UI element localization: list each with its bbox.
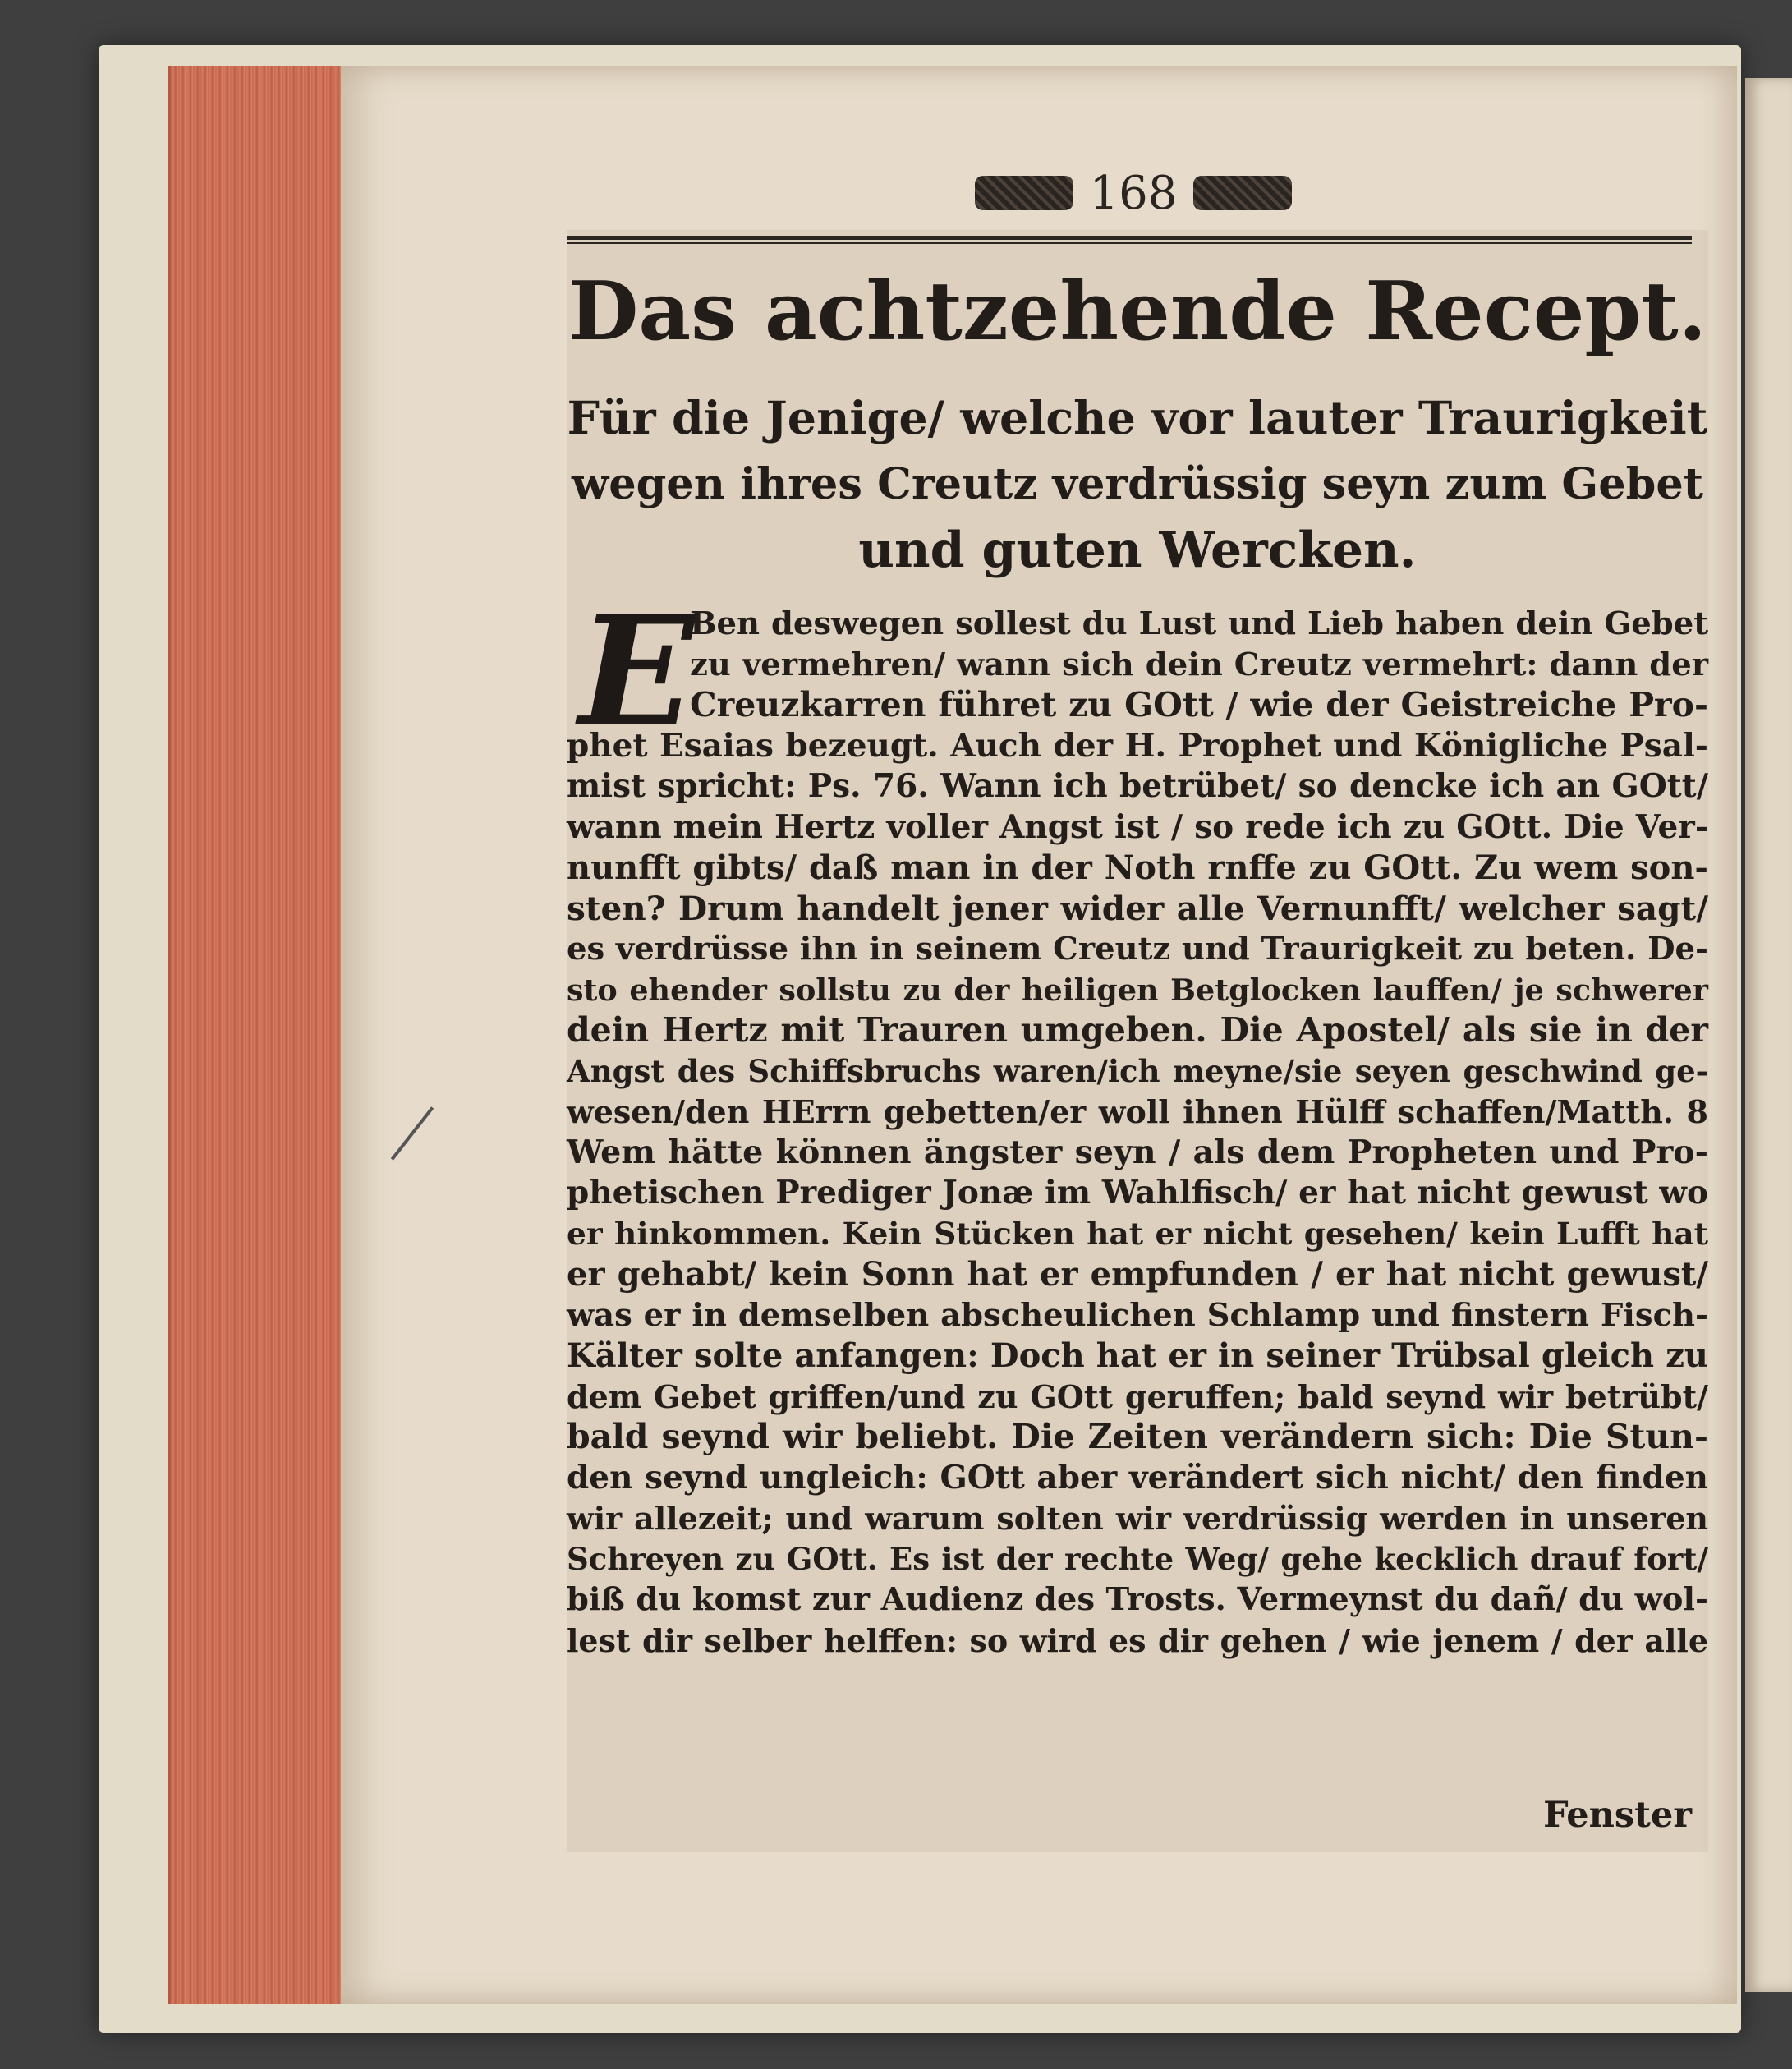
body-line: mist spricht: Ps. 76. Wann ich betrübet/ so dencke ich an GOtt/ — [567, 767, 1708, 805]
page-edges — [168, 66, 343, 2004]
body-line: phetischen Prediger Jonæ im Wahlfisch/ er hat nicht gewust wo — [567, 1174, 1708, 1212]
page-number: 168 — [1089, 166, 1178, 220]
subtitle-line: wegen ihres Creutz verdrüssig seyn zum Gebet — [572, 459, 1703, 509]
body-line: er gehabt/ kein Sonn hat er empfunden / er hat nicht gewust/ — [567, 1255, 1708, 1294]
body-line: Schreyen zu GOtt. Es ist der rechte Weg/ gehe kecklich drauf fort/ — [567, 1540, 1708, 1577]
body-line: Ben deswegen sollest du Lust und Lieb haben dein Gebet — [690, 605, 1708, 642]
body-line: wir allezeit; und warum solten wir verdrüssig werden in unseren — [567, 1500, 1708, 1537]
facing-page-edge — [1745, 78, 1792, 1992]
body-line: was er in demselben abscheulichen Schlamp und finstern Fisch- — [567, 1296, 1708, 1334]
body-line: dein Hertz mit Trauren umgeben. Die Apostel/ als sie in der — [567, 1010, 1708, 1050]
body-line: dem Gebet griffen/und zu GOtt geruffen; bald seynd wir betrübt/ — [567, 1377, 1708, 1415]
head-rule-thin — [567, 242, 1692, 244]
body-line: zu vermehren/ wann sich dein Creutz vermehrt: dann der — [690, 646, 1708, 683]
body-line: Angst des Schiffsbruchs waren/ich meyne/sie seyen geschwind ge- — [567, 1052, 1708, 1089]
body-line: nunfft gibts/ daß man in der Noth rnffe zu GOtt. Zu wem son- — [567, 848, 1708, 887]
head-rule — [567, 236, 1692, 240]
running-head — [928, 160, 1339, 226]
right-ornament-icon — [1193, 176, 1292, 210]
body-line: den seynd ungleich: GOtt aber verändert sich nicht/ den finden — [567, 1458, 1708, 1497]
body-line: lest dir selber helffen: so wird es dir gehen / wie jenem / der alle — [567, 1621, 1708, 1659]
body-line: biß du komst zur Audienz des Trosts. Vermeynst du dañ/ du wol- — [567, 1581, 1708, 1618]
left-ornament-icon — [975, 176, 1073, 210]
subtitle-line: Für die Jenige/ welche vor lauter Traurigkeit — [567, 392, 1708, 445]
body-line: er hinkommen. Kein Stücken hat er nicht gesehen/ kein Lufft hat — [567, 1215, 1708, 1252]
subtitle-line: und guten Wercken. — [858, 522, 1417, 579]
body-line: bald seynd wir beliebt. Die Zeiten verändern sich: Die Stun- — [567, 1417, 1708, 1456]
body-line: phet Esaias bezeugt. Auch der H. Prophet und Königliche Psal- — [567, 726, 1708, 765]
body-line: wann mein Hertz voller Angst ist / so rede ich zu GOtt. Die Ver- — [567, 807, 1708, 846]
drop-cap: E — [578, 582, 695, 761]
subtitle — [567, 386, 1708, 591]
body-line: es verdrüsse ihn in seinem Creutz und Traurigkeit zu beten. De- — [567, 931, 1708, 968]
body-line: sto ehender sollstu zu der heiligen Betglocken lauffen/ je schwerer — [567, 972, 1708, 1008]
catchword: Fenster — [1543, 1795, 1692, 1836]
body-line: Creuzkarren führet zu GOtt / wie der Geistreiche Pro- — [690, 685, 1708, 724]
body-line: Kälter solte anfangen: Doch hat er in seiner Trübsal gleich zu — [567, 1336, 1708, 1375]
body-text — [567, 604, 1708, 1661]
body-line: wesen/den HErrn gebetten/er woll ihnen Hülff schaffen/Matth. 8 — [567, 1093, 1708, 1130]
recipe-title: Das achtzehende Recept. — [567, 264, 1707, 359]
body-line: Wem hätte können ängster seyn / als dem Propheten und Pro- — [567, 1133, 1708, 1171]
body-line: sten? Drum handelt jener wider alle Vernunfft/ welcher sagt/ — [567, 888, 1708, 928]
